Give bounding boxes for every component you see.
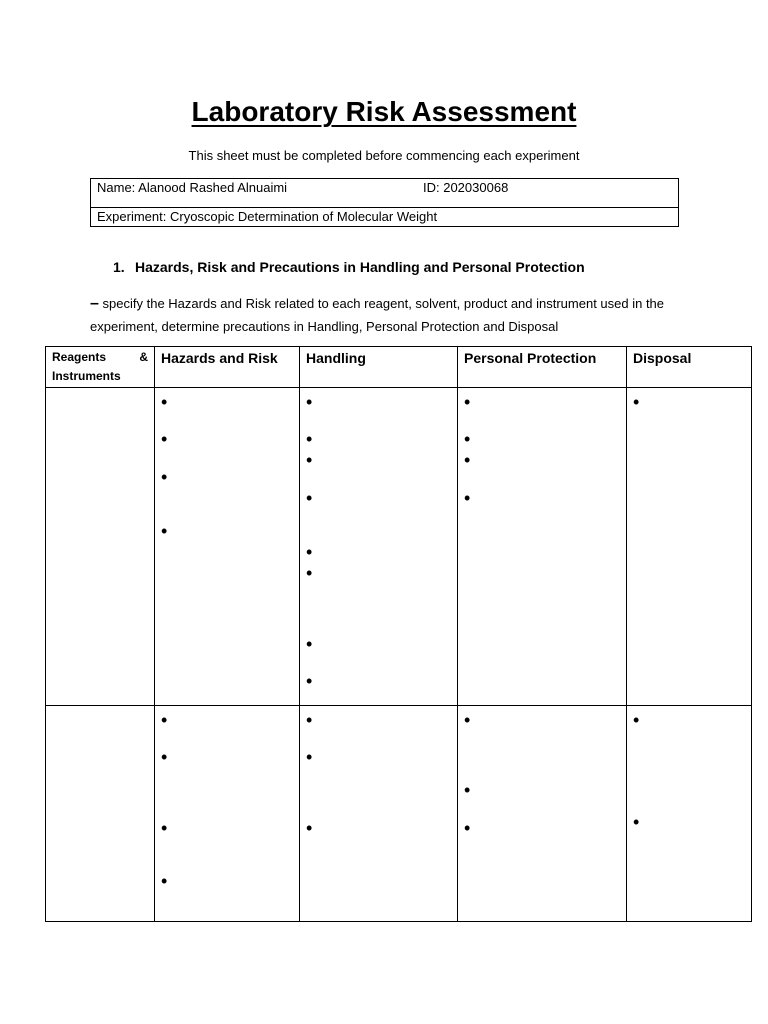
bullet: • [306, 671, 313, 691]
bullet: • [306, 634, 313, 654]
bullet: • [306, 488, 313, 508]
subtitle: This sheet must be completed before commencing each experiment [188, 148, 580, 163]
bullet: • [306, 542, 313, 562]
info-box [90, 178, 679, 227]
table-row [46, 706, 752, 922]
bullet: • [464, 710, 471, 730]
header-disposal: Disposal [627, 347, 752, 388]
header-protection: Personal Protection [458, 347, 627, 388]
info-row-experiment [91, 207, 678, 226]
bullet: • [306, 818, 313, 838]
cell-disposal-2[interactable] [627, 706, 752, 922]
section-heading [113, 259, 585, 275]
cell-protection-1[interactable] [458, 388, 627, 706]
risk-table [45, 346, 752, 922]
bullet: • [633, 392, 640, 412]
cell-hazards-1[interactable] [155, 388, 300, 706]
bullet: • [633, 710, 640, 730]
header-instruments-word: Instruments [52, 369, 121, 383]
table-header-row [46, 347, 752, 388]
header-reagents-word: Reagents [52, 350, 107, 364]
section-number: 1. [113, 259, 125, 275]
bullet: • [161, 871, 168, 891]
page-title-text: Laboratory Risk Assessment [191, 96, 577, 127]
table-row [46, 388, 752, 706]
cell-reagent-2[interactable] [46, 706, 155, 922]
bullet: • [161, 710, 168, 730]
bullet: • [464, 450, 471, 470]
bullet: • [306, 429, 313, 449]
bullet: • [464, 780, 471, 800]
bullet: • [161, 521, 168, 541]
bullet: • [161, 747, 168, 767]
bullet: • [306, 747, 313, 767]
instruction-text: specify the Hazards and Risk related to each reagent, solvent, product and instrument used in the experiment, determine precautions in Handling, Personal Protection and Disposal [90, 296, 665, 334]
bullet: • [306, 710, 313, 730]
cell-reagent-1[interactable] [46, 388, 155, 706]
cell-hazards-2[interactable] [155, 706, 300, 922]
bullet: • [306, 563, 313, 583]
bullet: • [464, 818, 471, 838]
bullet: • [464, 392, 471, 412]
bullet: • [306, 392, 313, 412]
experiment-name: Experiment: Cryoscopic Determination of Molecular Weight [97, 209, 438, 224]
bullet: • [464, 488, 471, 508]
header-reagents-amp: & [139, 350, 148, 364]
instruction-dash: – [90, 295, 99, 312]
header-reagents [46, 347, 155, 388]
cell-disposal-1[interactable] [627, 388, 752, 706]
cell-handling-2[interactable] [300, 706, 458, 922]
header-hazards: Hazards and Risk [155, 347, 300, 388]
instruction [90, 292, 690, 338]
cell-handling-1[interactable] [300, 388, 458, 706]
info-row-name [91, 179, 678, 207]
bullet: • [161, 392, 168, 412]
header-handling: Handling [300, 347, 458, 388]
page-title [0, 96, 768, 128]
bullet: • [633, 812, 640, 832]
bullet: • [464, 429, 471, 449]
bullet: • [161, 818, 168, 838]
student-name: Name: Alanood Rashed Alnuaimi [97, 180, 288, 195]
bullet: • [306, 450, 313, 470]
student-id: ID: 202030068 [423, 180, 509, 195]
cell-protection-2[interactable] [458, 706, 627, 922]
bullet: • [161, 429, 168, 449]
section-heading-text: Hazards, Risk and Precautions in Handling and Personal Protection [135, 259, 585, 275]
bullet: • [161, 467, 168, 487]
